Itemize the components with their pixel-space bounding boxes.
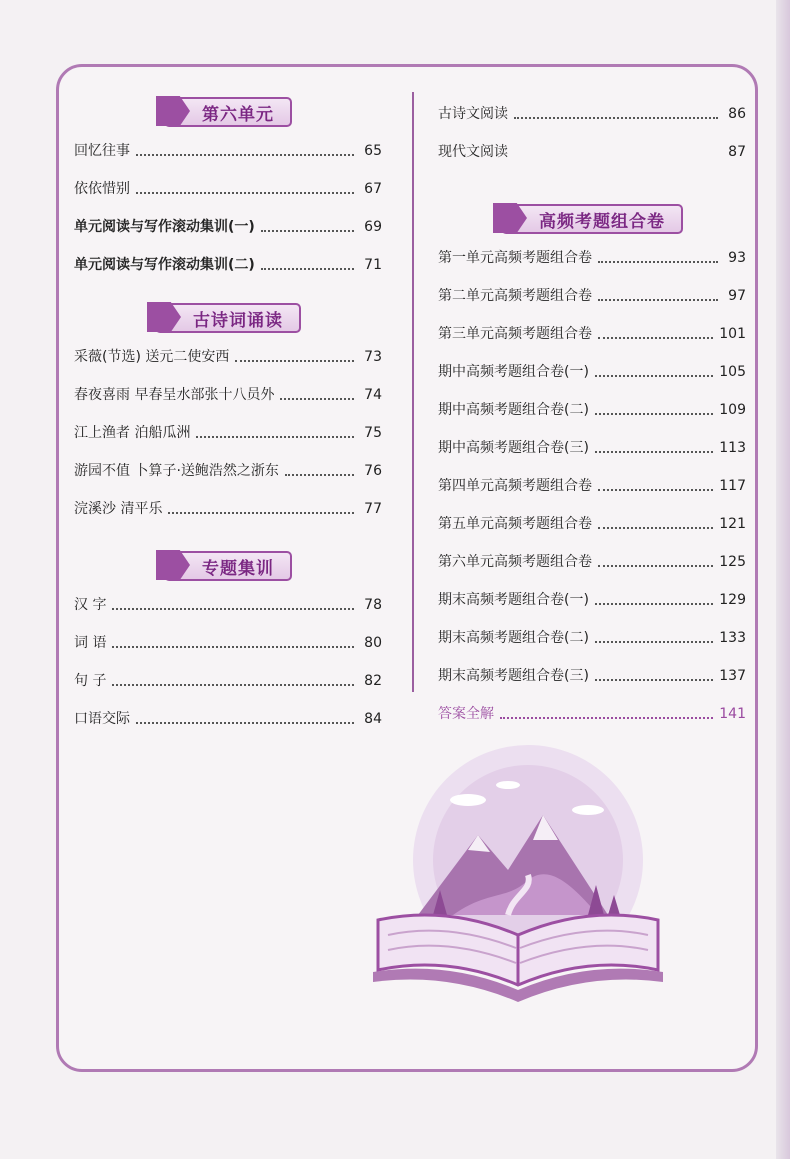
leader-dots: [595, 602, 713, 605]
entry-title: 第二单元高频考题组合卷: [438, 288, 592, 304]
entry-title: 期末高频考题组合卷(二): [438, 630, 589, 646]
entry-title: 第五单元高频考题组合卷: [438, 516, 592, 532]
entry-title: 答案全解: [438, 706, 494, 722]
toc-entry[interactable]: [438, 130, 746, 168]
toc-entry[interactable]: [74, 449, 382, 487]
heading-badge: [155, 303, 301, 333]
leader-dots: [500, 716, 713, 719]
toc-entry[interactable]: [438, 578, 746, 616]
entry-page: 113: [719, 440, 746, 456]
arrow-icon: [493, 203, 527, 233]
toc-entry[interactable]: [438, 464, 746, 502]
heading-badge: [164, 97, 292, 127]
leader-dots: [235, 359, 354, 362]
toc-entry[interactable]: [438, 426, 746, 464]
toc-entry[interactable]: [74, 583, 382, 621]
leader-dots: [112, 607, 354, 610]
toc-entry[interactable]: [74, 411, 382, 449]
leader-dots: [168, 511, 354, 514]
entry-title: 回忆往事: [74, 143, 130, 159]
toc-entry[interactable]: [438, 274, 746, 312]
entry-title: 第一单元高频考题组合卷: [438, 250, 592, 266]
toc-entry[interactable]: [438, 312, 746, 350]
entry-title: 期中高频考题组合卷(二): [438, 402, 589, 418]
section-heading-poetry: [74, 303, 382, 333]
entry-title: 句 子: [74, 673, 107, 689]
toc-entry[interactable]: [438, 502, 746, 540]
heading-label: 专题集训: [202, 558, 274, 579]
entry-page: 137: [719, 668, 746, 684]
leader-dots: [285, 473, 354, 476]
toc-entry[interactable]: [74, 621, 382, 659]
entry-page: 133: [719, 630, 746, 646]
toc-entry[interactable]: [74, 243, 382, 281]
leader-dots: [514, 154, 718, 157]
entry-page: 75: [364, 425, 382, 441]
leader-dots: [261, 229, 354, 232]
right-column: [438, 92, 746, 730]
entry-page: 117: [719, 478, 746, 494]
toc-entry[interactable]: [74, 205, 382, 243]
leader-dots: [595, 640, 713, 643]
arrow-icon: [156, 550, 190, 580]
toc-entry[interactable]: [74, 487, 382, 525]
leader-dots: [598, 260, 718, 263]
open-book-illustration: [358, 740, 678, 1040]
entry-page: 109: [719, 402, 746, 418]
toc-entry[interactable]: [438, 350, 746, 388]
section-heading-unit6: [74, 97, 382, 127]
leader-dots: [598, 336, 713, 339]
entry-page: 97: [728, 288, 746, 304]
entry-page: 121: [719, 516, 746, 532]
toc-entry[interactable]: [74, 129, 382, 167]
left-column: [74, 97, 382, 735]
toc-entry[interactable]: [74, 335, 382, 373]
toc-entry[interactable]: [438, 540, 746, 578]
leader-dots: [595, 374, 713, 377]
entry-page: 82: [364, 673, 382, 689]
entry-page: 69: [364, 219, 382, 235]
entry-title: 依依惜别: [74, 181, 130, 197]
heading-label: 高频考题组合卷: [539, 211, 665, 232]
entry-page: 78: [364, 597, 382, 613]
entry-page: 105: [719, 364, 746, 380]
toc-entry[interactable]: [438, 236, 746, 274]
toc-entry[interactable]: [74, 697, 382, 735]
entry-title: 江上渔者 泊船瓜洲: [74, 425, 191, 441]
section-heading-exams: [438, 204, 746, 234]
toc-entry-answers[interactable]: [438, 692, 746, 730]
leader-dots: [136, 721, 354, 724]
toc-entry[interactable]: [74, 659, 382, 697]
leader-dots: [112, 683, 354, 686]
entry-title: 采薇(节选) 送元二使安西: [74, 349, 230, 365]
entry-title: 期末高频考题组合卷(一): [438, 592, 589, 608]
heading-label: 第六单元: [202, 104, 274, 125]
entry-title: 浣溪沙 清平乐: [74, 501, 163, 517]
entry-page: 125: [719, 554, 746, 570]
entry-page: 141: [719, 706, 746, 722]
entry-page: 74: [364, 387, 382, 403]
entry-title: 汉 字: [74, 597, 107, 613]
leader-dots: [280, 397, 354, 400]
entry-page: 67: [364, 181, 382, 197]
entry-title: 第四单元高频考题组合卷: [438, 478, 592, 494]
heading-badge: [164, 551, 292, 581]
leader-dots: [598, 488, 713, 491]
entry-page: 129: [719, 592, 746, 608]
entry-page: 101: [719, 326, 746, 342]
toc-entry[interactable]: [438, 654, 746, 692]
entry-title: 期末高频考题组合卷(三): [438, 668, 589, 684]
leader-dots: [261, 267, 354, 270]
toc-entry[interactable]: [74, 373, 382, 411]
entry-title: 春夜喜雨 早春呈水部张十八员外: [74, 387, 275, 403]
entry-title: 期中高频考题组合卷(一): [438, 364, 589, 380]
leader-dots: [598, 298, 718, 301]
leader-dots: [598, 526, 713, 529]
entry-title: 单元阅读与写作滚动集训(二): [74, 257, 255, 273]
leader-dots: [598, 564, 713, 567]
leader-dots: [595, 412, 713, 415]
entry-title: 古诗文阅读: [438, 106, 508, 122]
entry-page: 80: [364, 635, 382, 651]
entry-title: 词 语: [74, 635, 107, 651]
leader-dots: [136, 153, 354, 156]
leader-dots: [595, 678, 713, 681]
entry-page: 93: [728, 250, 746, 266]
entry-page: 86: [728, 106, 746, 122]
leader-dots: [196, 435, 354, 438]
leader-dots: [136, 191, 354, 194]
toc-entry[interactable]: [438, 616, 746, 654]
entry-title: 单元阅读与写作滚动集训(一): [74, 219, 255, 235]
leader-dots: [112, 645, 354, 648]
entry-page: 84: [364, 711, 382, 727]
section-heading-topics: [74, 551, 382, 581]
entry-page: 65: [364, 143, 382, 159]
toc-entry[interactable]: [74, 167, 382, 205]
column-divider: [412, 92, 414, 692]
leader-dots: [514, 116, 718, 119]
entry-title: 第六单元高频考题组合卷: [438, 554, 592, 570]
arrow-icon: [156, 96, 190, 126]
entry-title: 游园不值 卜算子·送鲍浩然之浙东: [74, 463, 279, 479]
entry-page: 77: [364, 501, 382, 517]
entry-page: 87: [728, 144, 746, 160]
entry-page: 71: [364, 257, 382, 273]
entry-title: 口语交际: [74, 711, 130, 727]
entry-page: 76: [364, 463, 382, 479]
entry-title: 现代文阅读: [438, 144, 508, 160]
entry-title: 第三单元高频考题组合卷: [438, 326, 592, 342]
entry-page: 73: [364, 349, 382, 365]
toc-entry[interactable]: [438, 388, 746, 426]
heading-badge: [501, 204, 683, 234]
entry-title: 期中高频考题组合卷(三): [438, 440, 589, 456]
leader-dots: [595, 450, 713, 453]
arrow-icon: [147, 302, 181, 332]
toc-entry[interactable]: [438, 92, 746, 130]
heading-label: 古诗词诵读: [193, 310, 283, 331]
page-edge: [776, 0, 790, 1159]
